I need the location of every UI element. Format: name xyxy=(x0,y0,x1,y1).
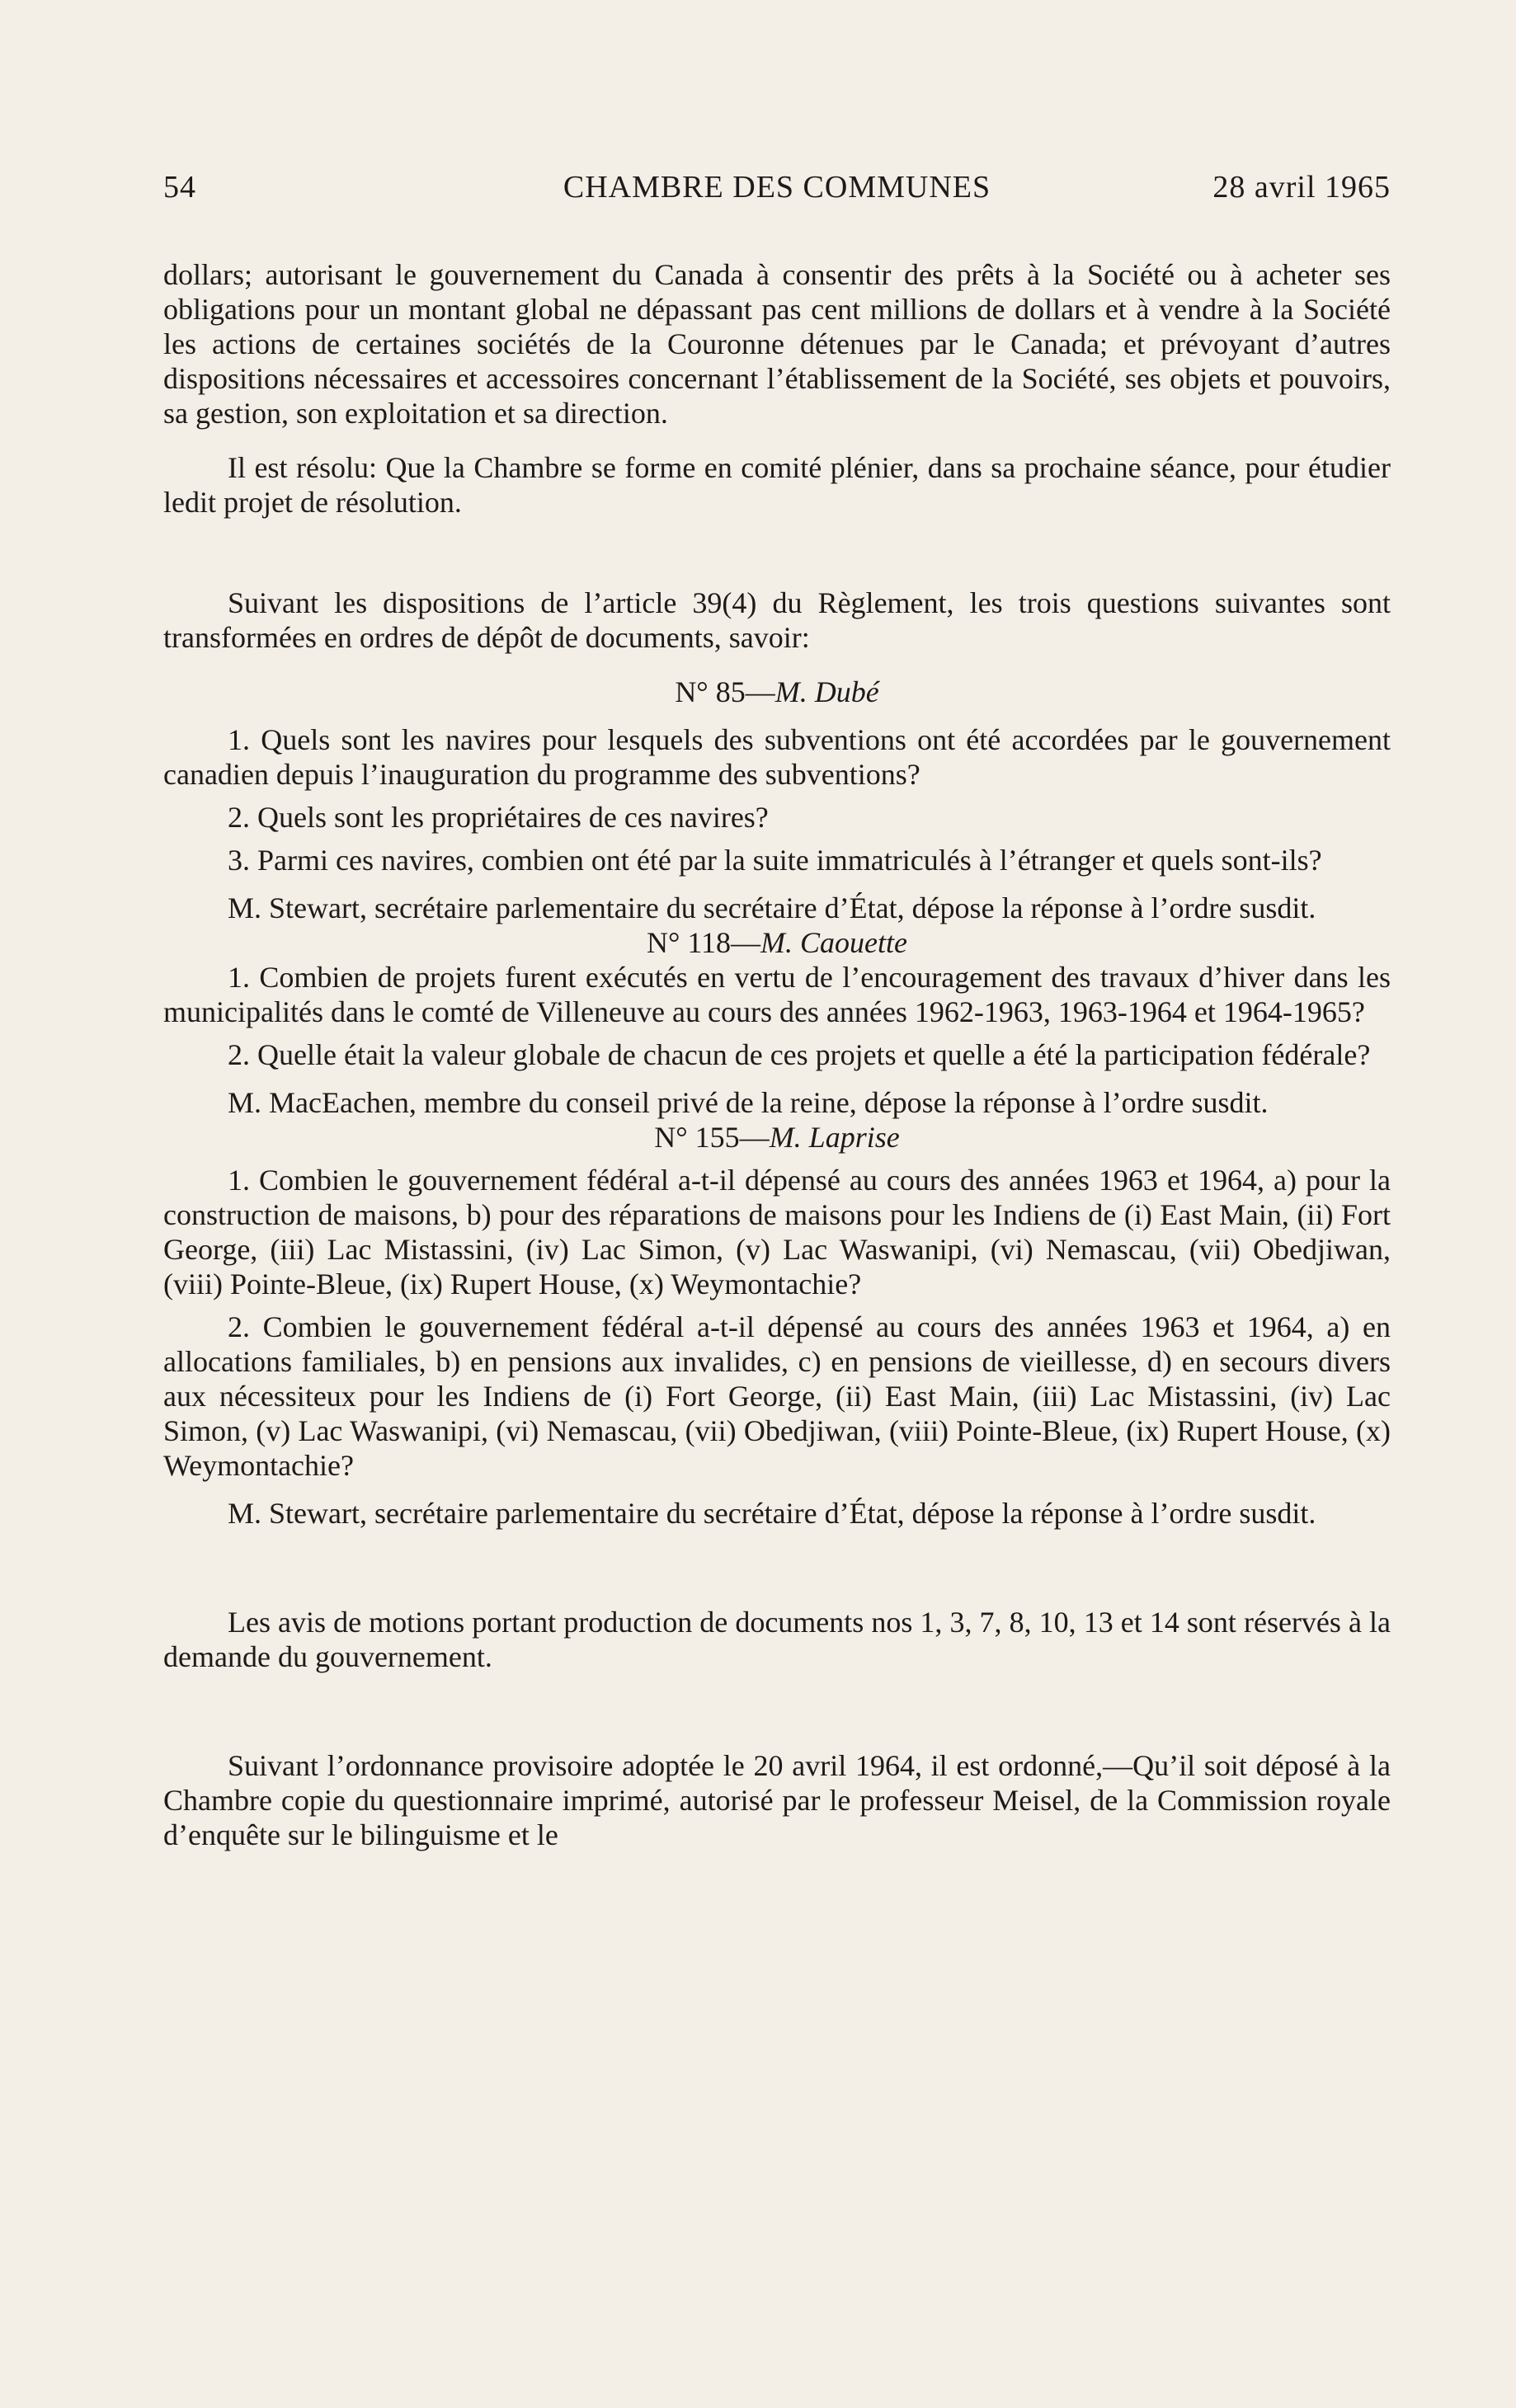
member-name: M. Dubé xyxy=(774,675,879,708)
question-number: N° 85— xyxy=(675,675,775,708)
paragraph-order: Suivant l’ordonnance provisoire adoptée le 20 avril 1964, il est ordonné,—Qu’il soit déposé à la Chambre copie du questionnaire imprimé, autorisé par le professeur Meisel, de la Commission royale d’enquête sur le bilinguisme et le xyxy=(163,1749,1391,1851)
question-item: 2. Combien le gouvernement fédéral a-t-il dépensé au cours des années 1963 et 1964, a) en allocations familiales, b) en pensions aux invalides, c) en pensions de vieillesse, d) en secours divers aux nécessiteux pour les Indiens de (i) Fort George, (ii) East Main, (iii) Lac Mistassini, (iv) Lac Simon, (v) Lac Waswanipi, (vi) Nemascau, (vii) Obedjiwan, (viii) Pointe-Bleue, (ix) Rupert House, (x) Weymontachie? xyxy=(163,1310,1391,1482)
question-item: 2. Quelle était la valeur globale de chacun de ces projets et quelle a été la participation fédérale? xyxy=(228,1038,1371,1071)
member-name: M. Laprise xyxy=(769,1121,900,1154)
page-body xyxy=(163,257,1391,1852)
page-number: 54 xyxy=(163,170,196,205)
paragraph-notices-reserved: Les avis de motions portant production de documents nos 1, 3, 7, 8, 10, 13 et 14 sont réservés à la demande du gouvernement. xyxy=(163,1606,1391,1673)
question-heading-85 xyxy=(163,675,1391,709)
member-name: M. Caouette xyxy=(760,926,908,959)
question-heading-155 xyxy=(163,1120,1391,1155)
question-item: 1. Combien le gouvernement fédéral a-t-il dépensé au cours des années 1963 et 1964, a) pour la construction de maisons, b) pour des réparations de maisons pour les Indiens de (i) East Main, (ii) Fort George, (iii) Lac Mistassini, (iv) Lac Simon, (v) Lac Waswanipi, (vi) Nemascau, (vii) Obedjiwan, (viii) Pointe-Bleue, (ix) Rupert House, (x) Weymontachie? xyxy=(163,1164,1391,1300)
question-item: 1. Quels sont les navires pour lesquels des subventions ont été accordées par le gouvernement canadien depuis l’inauguration du programme des subventions? xyxy=(163,723,1391,791)
paragraph-resolved: Il est résolu: Que la Chambre se forme en comité plénier, dans sa prochaine séance, pour étudier ledit projet de résolution. xyxy=(163,451,1391,519)
paragraph-standing-order: Suivant les dispositions de l’article 39(4) du Règlement, les trois questions suivantes sont transformées en ordres de dépôt de documents, savoir: xyxy=(163,586,1391,654)
question-item: 2. Quels sont les propriétaires de ces navires? xyxy=(228,801,769,834)
question-item: 3. Parmi ces navires, combien ont été par la suite immatriculés à l’étranger et quels sont-ils? xyxy=(228,844,1322,877)
question-item: 1. Combien de projets furent exécutés en vertu de l’encouragement des travaux d’hiver dans les municipalités dans le comté de Villeneuve au cours des années 1962-1963, 1963-1964 et 1964-1965? xyxy=(163,961,1391,1028)
paragraph-resolution-text: dollars; autorisant le gouvernement du Canada à consentir des prêts à la Société ou à acheter ses obligations pour un montant global ne dépassant pas cent millions de dollars et à vendre à la Société les actions de certaines sociétés de la Couronne détenues par le Canada; et prévoyant d’autres dispositions nécessaires et accessoires concernant l’établissement de la Société, ses objets et pouvoirs, sa gestion, son exploitation et sa direction. xyxy=(163,258,1391,430)
question-number: N° 155— xyxy=(654,1121,770,1154)
question-heading-118 xyxy=(163,925,1391,960)
page-date: 28 avril 1965 xyxy=(1212,170,1391,205)
answer-statement: M. Stewart, secrétaire parlementaire du secrétaire d’État, dépose la réponse à l’ordre susdit. xyxy=(228,1497,1316,1530)
running-title: CHAMBRE DES COMMUNES xyxy=(563,170,991,205)
page-header xyxy=(163,169,1391,210)
question-number: N° 118— xyxy=(646,926,761,959)
answer-statement: M. MacEachen, membre du conseil privé de la reine, dépose la réponse à l’ordre susdit. xyxy=(228,1086,1269,1119)
answer-statement: M. Stewart, secrétaire parlementaire du secrétaire d’État, dépose la réponse à l’ordre susdit. xyxy=(228,891,1316,924)
